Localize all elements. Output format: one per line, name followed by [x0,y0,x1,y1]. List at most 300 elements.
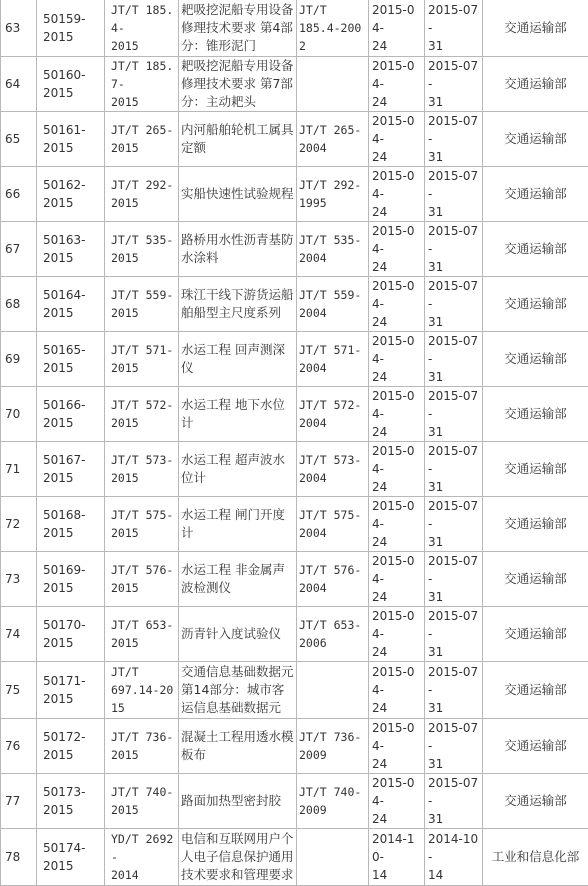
row-number-cell-text: 71 [5,462,20,476]
standard-number-cell-text: 50162- [43,178,86,192]
department-cell-text: 交通运输部 [504,461,567,476]
standard-number-cell-text: 50169- [43,563,86,577]
department-cell [483,277,588,332]
replaced-standard-cell-text: 2004 [299,471,327,485]
standard-number-cell [37,442,105,497]
table-row [1,332,588,387]
row-number-cell-text: 70 [5,407,20,421]
row-number-cell-text: 63 [5,21,20,35]
effective-date-cell-text: 2015-07- [428,114,478,146]
publish-date-cell-text: 2015-04- [372,389,415,421]
replaced-standard-cell-text: JT/T 572- [299,398,361,412]
standard-name-cell-text: 珠江干线下游货运船舶船型主尺度系列 [181,287,294,320]
publish-date-cell [369,829,425,886]
table-row [1,57,588,112]
standard-name-cell [179,552,297,607]
effective-date-cell-text: 2015-07- [428,554,478,586]
standard-name-cell-text: 混凝土工程用透水模板布 [181,729,294,762]
effective-date-cell [425,57,483,112]
department-cell-text: 交通运输部 [504,738,567,753]
standard-code-cell [105,222,179,277]
publish-date-cell-text: 24 [372,205,387,219]
table-row [1,442,588,497]
table-row [1,719,588,774]
publish-date-cell [369,607,425,662]
standard-number-cell [37,497,105,552]
effective-date-cell-text: 2015-07- [428,224,478,256]
replaced-standard-cell [297,607,369,662]
standard-code-cell-text: JT/T [111,665,139,679]
department-cell-text: 交通运输部 [504,571,567,586]
standard-code-cell-text: 2015 [111,526,139,540]
standard-code-cell-text: JT/T 736- [111,730,173,744]
row-number-cell [1,497,37,552]
publish-date-cell-text: 14 [372,868,387,882]
publish-date-cell-text: 24 [372,535,387,549]
standard-name-cell-text: 电信和互联网用户个人电子信息保护通用技术要求和管理要求 [181,831,294,882]
replaced-standard-cell-text: JT/T 571- [299,343,361,357]
standard-code-cell [105,442,179,497]
effective-date-cell-text: 31 [428,425,443,439]
standard-name-cell-text: 水运工程 超声波水位计 [181,452,285,485]
table-row [1,497,588,552]
replaced-standard-cell-text: 2009 [299,748,327,762]
standard-name-cell [179,774,297,829]
standard-number-cell-text: 50168- [43,508,86,522]
standard-number-cell-text: 50174- [43,841,86,855]
publish-date-cell-text: 2015-04- [372,665,415,697]
effective-date-cell-text: 2015-07- [428,334,478,366]
department-cell-text: 交通运输部 [504,20,567,35]
standard-name-cell [179,222,297,277]
standard-code-cell-text: 2015 [111,39,139,53]
publish-date-cell-text: 2015-04- [372,554,415,586]
publish-date-cell [369,719,425,774]
effective-date-cell [425,829,483,886]
standard-code-cell-text: JT/T 265- [111,123,173,137]
replaced-standard-cell [297,497,369,552]
standard-code-cell [105,167,179,222]
department-cell [483,829,588,886]
effective-date-cell [425,442,483,497]
standard-name-cell-text: 耙吸挖泥船专用设备修理技术要求 第7部分：主动耙头 [181,58,294,109]
standard-code-cell [105,552,179,607]
row-number-cell-text: 74 [5,627,20,641]
publish-date-cell-text: 24 [372,315,387,329]
row-number-cell [1,277,37,332]
table-row [1,387,588,442]
department-cell [483,222,588,277]
standard-code-cell-text: 2015 [111,748,139,762]
replaced-standard-cell [297,112,369,167]
department-cell [483,0,588,57]
replaced-standard-cell [297,829,369,886]
publish-date-cell-text: 2015-04- [372,114,415,146]
effective-date-cell-text: 31 [428,95,443,109]
standard-name-cell [179,387,297,442]
standard-number-cell-text: 50165- [43,343,86,357]
department-cell-text: 交通运输部 [504,241,567,256]
replaced-standard-cell-text: 2004 [299,306,327,320]
publish-date-cell-text: 2015-04- [372,334,415,366]
row-number-cell-text: 77 [5,794,20,808]
department-cell-text: 交通运输部 [504,793,567,808]
standard-number-cell-text: 2015 [43,692,74,706]
effective-date-cell [425,607,483,662]
standard-code-cell-text: JT/T 571- [111,343,173,357]
standard-code-cell-text: 2015 [111,803,139,817]
standard-code-cell [105,497,179,552]
publish-date-cell-text: 2015-04- [372,499,415,531]
effective-date-cell-text: 31 [428,645,443,659]
row-number-cell [1,662,37,719]
standard-name-cell [179,442,297,497]
standard-number-cell-text: 50164- [43,288,86,302]
table-row [1,552,588,607]
standard-number-cell-text: 50163- [43,233,86,247]
replaced-standard-cell-text: 2004 [299,251,327,265]
standard-number-cell-text: 50160- [43,68,86,82]
standard-name-cell-text: 水运工程 地下水位计 [181,397,285,430]
publish-date-cell [369,222,425,277]
standard-code-cell [105,387,179,442]
standard-code-cell-text: 2014 [111,868,139,882]
publish-date-cell-text: 2014-10- [372,832,415,864]
replaced-standard-cell-text: JT/T 576- [299,563,361,577]
standard-number-cell [37,387,105,442]
replaced-standard-cell-text: JT/T 736- [299,730,361,744]
standard-number-cell [37,607,105,662]
table-row [1,112,588,167]
effective-date-cell-text: 2014-10- [428,832,478,864]
standard-number-cell [37,0,105,57]
effective-date-cell [425,552,483,607]
replaced-standard-cell-text: 2004 [299,141,327,155]
standard-number-cell-text: 2015 [43,636,74,650]
standard-number-cell-text: 2015 [43,581,74,595]
standard-number-cell-text: 2015 [43,251,74,265]
department-cell [483,442,588,497]
standard-number-cell-text: 2015 [43,526,74,540]
publish-date-cell [369,387,425,442]
effective-date-cell-text: 2015-07- [428,665,478,697]
replaced-standard-cell [297,332,369,387]
standard-name-cell-text: 交通信息基础数据元 第14部分：城市客运信息基础数据元 [181,664,294,715]
standard-number-cell-text: 2015 [43,30,74,44]
standard-code-cell-text: JT/T 740- [111,785,173,799]
effective-date-cell [425,662,483,719]
publish-date-cell-text: 2015-04- [372,169,415,201]
replaced-standard-cell [297,0,369,57]
effective-date-cell-text: 2015-07- [428,499,478,531]
department-cell [483,607,588,662]
standard-number-cell [37,57,105,112]
publish-date-cell [369,662,425,719]
department-cell [483,57,588,112]
standard-code-cell-text: 697.14-2015 [111,683,173,715]
standard-code-cell [105,662,179,719]
effective-date-cell-text: 31 [428,39,443,53]
replaced-standard-cell [297,719,369,774]
replaced-standard-cell [297,662,369,719]
standard-name-cell [179,497,297,552]
department-cell-text: 交通运输部 [504,76,567,91]
effective-date-cell-text: 31 [428,480,443,494]
standard-code-cell-text: 2015 [111,471,139,485]
row-number-cell-text: 75 [5,683,20,697]
standard-name-cell [179,332,297,387]
department-cell-text: 交通运输部 [504,682,567,697]
standard-number-cell [37,222,105,277]
effective-date-cell [425,387,483,442]
replaced-standard-cell [297,774,369,829]
table-row [1,0,588,57]
effective-date-cell-text: 2015-07- [428,444,478,476]
standard-code-cell-text: 2015 [111,196,139,210]
standard-code-cell-text: 2015 [111,416,139,430]
department-cell [483,332,588,387]
standard-name-cell [179,829,297,886]
effective-date-cell-text: 31 [428,535,443,549]
replaced-standard-cell [297,57,369,112]
row-number-cell [1,0,37,57]
row-number-cell [1,774,37,829]
effective-date-cell-text: 31 [428,757,443,771]
department-cell-text: 交通运输部 [504,131,567,146]
publish-date-cell [369,552,425,607]
replaced-standard-cell-text: JT/T 292- [299,178,361,192]
publish-date-cell-text: 2015-04- [372,609,415,641]
department-cell-text: 交通运输部 [504,626,567,641]
standard-code-cell-text: JT/T 535- [111,233,173,247]
row-number-cell [1,112,37,167]
department-cell [483,774,588,829]
standard-number-cell-text: 2015 [43,141,74,155]
department-cell [483,552,588,607]
effective-date-cell-text: 2015-07- [428,776,478,808]
table-row [1,829,588,886]
effective-date-cell-text: 31 [428,812,443,826]
standard-name-cell-text: 内河船舶轮机工属具定额 [181,122,294,155]
row-number-cell-text: 67 [5,242,20,256]
standard-number-cell-text: 2015 [43,361,74,375]
row-number-cell [1,552,37,607]
standard-name-cell-text: 实船快速性试验规程 [181,186,294,201]
publish-date-cell-text: 2015-04- [372,721,415,753]
publish-date-cell-text: 24 [372,812,387,826]
standard-name-cell [179,112,297,167]
standard-code-cell-text: 2015 [111,306,139,320]
standard-number-cell-text: 2015 [43,859,74,873]
effective-date-cell [425,112,483,167]
standard-code-cell [105,57,179,112]
standard-number-cell-text: 50161- [43,123,86,137]
row-number-cell [1,57,37,112]
standard-number-cell [37,774,105,829]
standard-code-cell-text: 2015 [111,361,139,375]
effective-date-cell-text: 31 [428,370,443,384]
row-number-cell-text: 64 [5,77,20,91]
row-number-cell-text: 72 [5,517,20,531]
effective-date-cell [425,222,483,277]
standard-code-cell [105,277,179,332]
replaced-standard-cell-text: JT/T 740- [299,785,361,799]
standard-code-cell-text: JT/T 576- [111,563,173,577]
publish-date-cell-text: 24 [372,425,387,439]
row-number-cell [1,332,37,387]
standard-number-cell-text: 2015 [43,86,74,100]
standard-name-cell-text: 水运工程 闸门开度计 [181,507,285,540]
standard-number-cell [37,112,105,167]
row-number-cell-text: 66 [5,187,20,201]
department-cell-text: 交通运输部 [504,186,567,201]
department-cell-text: 工业和信息化部 [492,849,580,864]
row-number-cell [1,719,37,774]
standard-number-cell-text: 2015 [43,416,74,430]
publish-date-cell-text: 24 [372,480,387,494]
department-cell-text: 交通运输部 [504,406,567,421]
publish-date-cell [369,442,425,497]
standard-number-cell-text: 50172- [43,730,86,744]
standard-name-cell [179,277,297,332]
standard-code-cell-text: JT/T 185.7- [111,59,173,91]
standard-code-cell-text: JT/T 292- [111,178,173,192]
standard-code-cell [105,0,179,57]
table-row [1,167,588,222]
row-number-cell-text: 65 [5,132,20,146]
publish-date-cell-text: 24 [372,645,387,659]
standard-code-cell-text: 2015 [111,581,139,595]
standard-number-cell-text: 50170- [43,618,86,632]
publish-date-cell-text: 2015-04- [372,59,415,91]
effective-date-cell-text: 31 [428,150,443,164]
publish-date-cell-text: 2015-04- [372,279,415,311]
standard-number-cell-text: 50159- [43,12,86,26]
publish-date-cell [369,167,425,222]
replaced-standard-cell-text: JT/T 265- [299,123,361,137]
standard-number-cell [37,552,105,607]
standard-code-cell-text: YD/T 2692- [111,832,173,864]
publish-date-cell [369,57,425,112]
effective-date-cell [425,719,483,774]
replaced-standard-cell-text: 2004 [299,526,327,540]
publish-date-cell [369,497,425,552]
effective-date-cell-text: 2015-07- [428,721,478,753]
row-number-cell [1,387,37,442]
replaced-standard-cell-text: 1995 [299,196,327,210]
standard-name-cell-text: 耙吸挖泥船专用设备修理技术要求 第4部分：锥形泥门 [181,2,294,53]
standard-name-cell [179,0,297,57]
row-number-cell-text: 69 [5,352,20,366]
standard-number-cell [37,829,105,886]
row-number-cell [1,442,37,497]
replaced-standard-cell-text: 2004 [299,416,327,430]
replaced-standard-cell-text: JT/T 535- [299,233,361,247]
effective-date-cell-text: 2015-07- [428,609,478,641]
publish-date-cell-text: 24 [372,95,387,109]
row-number-cell-text: 76 [5,739,20,753]
standard-number-cell [37,719,105,774]
effective-date-cell-text: 2015-07- [428,169,478,201]
department-cell [483,387,588,442]
department-cell-text: 交通运输部 [504,351,567,366]
standard-code-cell-text: JT/T 575- [111,508,173,522]
standard-name-cell [179,57,297,112]
standard-name-cell [179,662,297,719]
standard-number-cell [37,277,105,332]
standard-name-cell-text: 路桥用水性沥青基防水涂料 [181,232,294,265]
standard-code-cell [105,607,179,662]
standard-number-cell-text: 50171- [43,674,86,688]
standard-number-cell-text: 2015 [43,803,74,817]
effective-date-cell-text: 31 [428,701,443,715]
replaced-standard-cell [297,222,369,277]
publish-date-cell [369,277,425,332]
row-number-cell-text: 73 [5,572,20,586]
replaced-standard-cell-text: 2006 [299,636,327,650]
replaced-standard-cell-text: JT/T 575- [299,508,361,522]
publish-date-cell-text: 24 [372,150,387,164]
replaced-standard-cell-text: 2004 [299,361,327,375]
department-cell-text: 交通运输部 [504,296,567,311]
standard-number-cell [37,332,105,387]
row-number-cell [1,829,37,886]
effective-date-cell-text: 31 [428,260,443,274]
row-number-cell-text: 68 [5,297,20,311]
replaced-standard-cell-text: 2004 [299,581,327,595]
standard-code-cell [105,829,179,886]
effective-date-cell-text: 31 [428,315,443,329]
publish-date-cell-text: 24 [372,370,387,384]
standard-name-cell-text: 水运工程 回声测深仪 [181,342,285,375]
standard-code-cell [105,112,179,167]
standard-code-cell-text: 2015 [111,251,139,265]
replaced-standard-cell [297,387,369,442]
publish-date-cell [369,774,425,829]
standard-name-cell [179,719,297,774]
standard-code-cell-text: JT/T 559- [111,288,173,302]
table-row [1,774,588,829]
publish-date-cell-text: 2015-04- [372,776,415,808]
effective-date-cell-text: 2015-07- [428,279,478,311]
department-cell [483,497,588,552]
publish-date-cell-text: 24 [372,701,387,715]
row-number-cell [1,607,37,662]
department-cell [483,112,588,167]
table-row [1,277,588,332]
replaced-standard-cell-text: JT/T 559- [299,288,361,302]
row-number-cell [1,167,37,222]
publish-date-cell [369,332,425,387]
row-number-cell-text: 78 [5,850,20,864]
effective-date-cell-text: 31 [428,590,443,604]
effective-date-cell-text: 31 [428,205,443,219]
effective-date-cell [425,0,483,57]
effective-date-cell [425,167,483,222]
table-row [1,607,588,662]
standard-name-cell-text: 水运工程 非金属声波检测仪 [181,562,285,595]
publish-date-cell-text: 2015-04- [372,444,415,476]
standard-number-cell-text: 2015 [43,471,74,485]
standard-name-cell [179,607,297,662]
standard-number-cell-text: 50166- [43,398,86,412]
standard-name-cell-text: 路面加热型密封胶 [181,793,281,808]
replaced-standard-cell [297,167,369,222]
row-number-cell [1,222,37,277]
standard-code-cell [105,774,179,829]
standard-number-cell-text: 2015 [43,306,74,320]
table-row [1,662,588,719]
